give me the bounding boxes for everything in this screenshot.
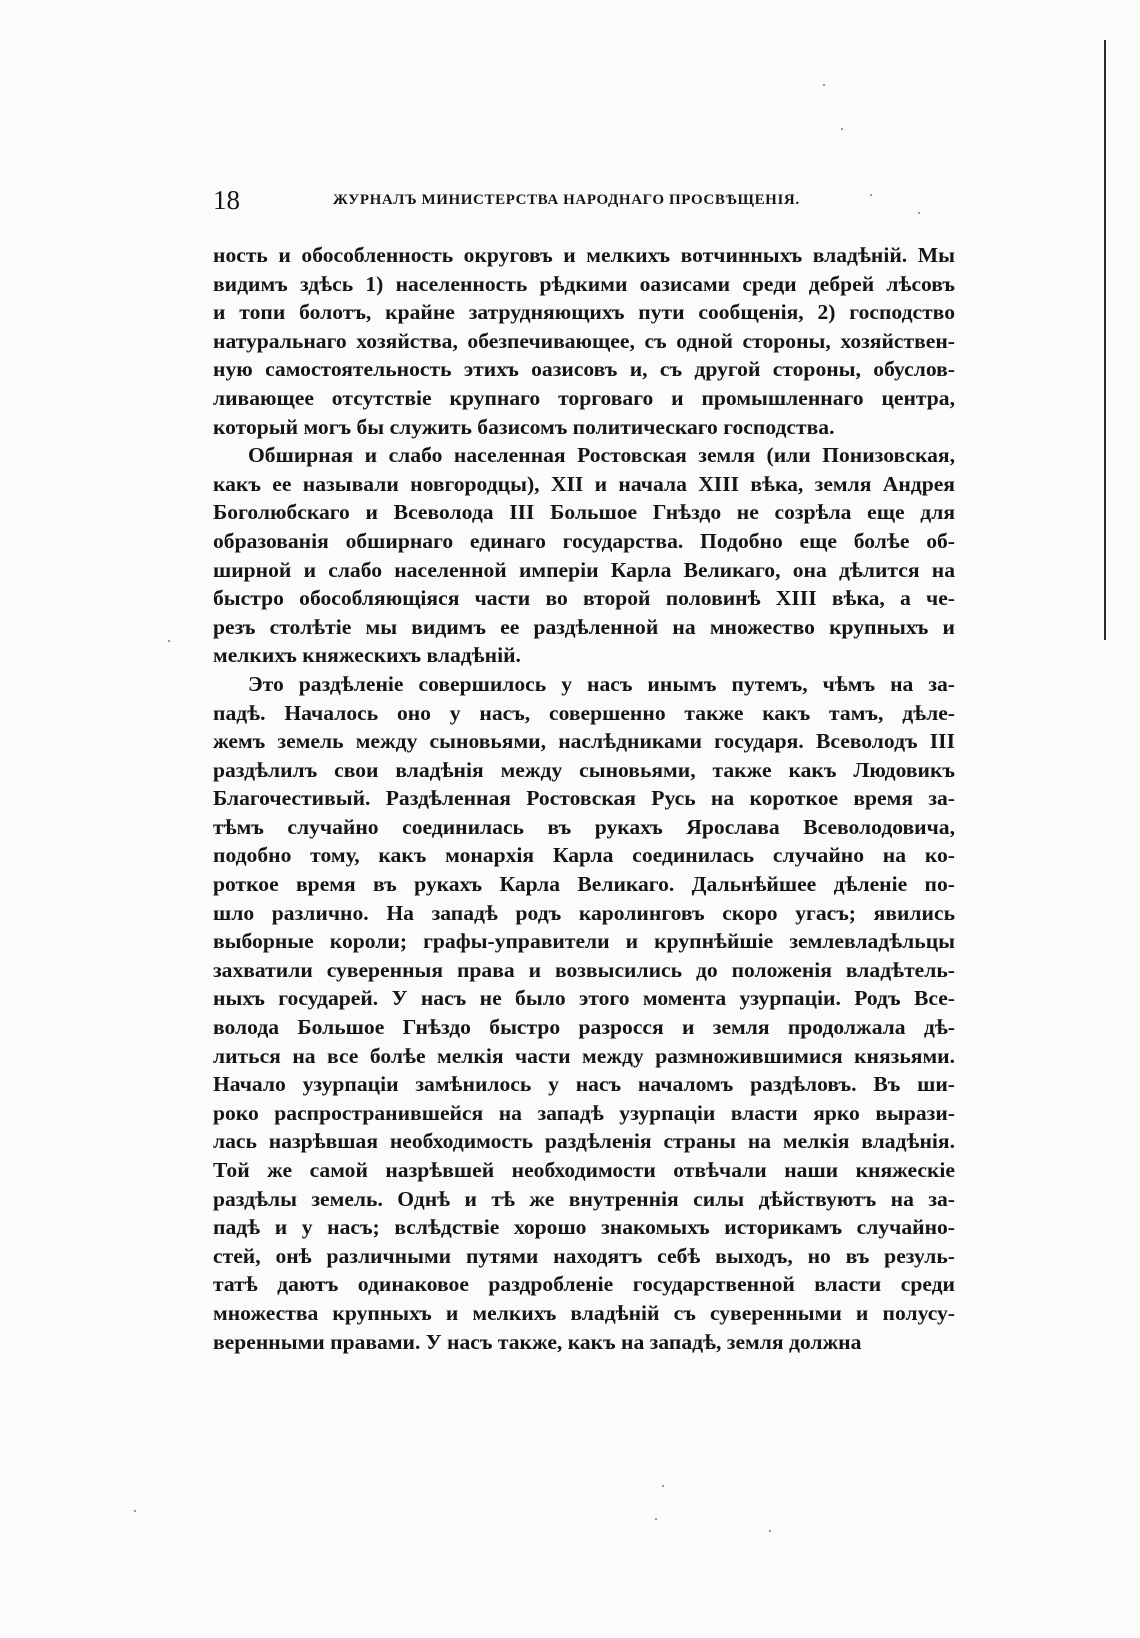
text-line: мелкихъ княжескихъ владѣній.	[213, 643, 521, 668]
text-line: Обширная и слабо населенная Ростовская земля (или Понизовская,	[248, 443, 955, 468]
scan-speck	[823, 84, 825, 86]
text-line: Это раздѣленіе совершилось у насъ инымъ путемъ, чѣмъ на за-	[248, 671, 955, 696]
text-line: ность и обособленность округовъ и мелкихъ вотчинныхъ владѣній. Мы	[213, 243, 955, 267]
text-line: тѣмъ случайно соединилась въ рукахъ Ярослава Всеволодовича,	[213, 814, 955, 839]
text-line: быстро обособляющіяся части во второй половинѣ XIII вѣка, а че-	[213, 586, 955, 611]
text-line: лась назрѣвшая необходимость раздѣленія страны на мелкія владѣнія.	[213, 1129, 955, 1154]
text-line: подобно тому, какъ монархія Карла соединилась случайно на ко-	[213, 843, 955, 868]
text-line: раздѣлы земель. Однѣ и тѣ же внутреннія силы дѣйствуютъ на за-	[213, 1186, 955, 1211]
text-line: видимъ здѣсь 1) населенность рѣдкими оазисами среди дебрей лѣсовъ	[213, 271, 955, 296]
paragraph	[213, 670, 955, 1356]
page-header	[213, 178, 955, 222]
body-text	[213, 241, 955, 1356]
text-line: раздѣлилъ свои владѣнія между сыновьями, также какъ Людовикъ	[213, 757, 955, 782]
text-line: какъ ее называли новгородцы), XII и начала XIII вѣка, земля Андрея	[213, 471, 955, 496]
scan-speck	[769, 1530, 771, 1532]
text-line: веренными правами. У насъ также, какъ на западѣ, земля должна	[213, 1329, 862, 1354]
text-line: множества крупныхъ и мелкихъ владѣній съ суверенными и полусу-	[213, 1300, 955, 1325]
text-line: натуральнаго хозяйства, обезпечивающее, съ одной стороны, хозяйствен-	[213, 328, 955, 353]
text-line: литься на все болѣе мелкія части между размножившимися князьями.	[213, 1043, 955, 1068]
text-line: роко распространившейся на западѣ узурпаціи власти ярко вырази-	[213, 1100, 955, 1125]
scan-speck	[168, 640, 170, 642]
scan-speck	[134, 1510, 136, 1512]
text-line: Той же самой назрѣвшей необходимости отвѣчали наши княжескіе	[213, 1158, 955, 1182]
text-line: Начало узурпаціи замѣнилось у насъ началомъ раздѣловъ. Въ ши-	[213, 1072, 955, 1097]
running-title: ЖУРНАЛЪ МИНИСТЕРСТВА НАРОДНАГО ПРОСВѢЩЕНІЯ.	[333, 192, 800, 208]
text-line: стей, онѣ различными путями находятъ себѣ выходъ, но въ резуль-	[213, 1243, 955, 1268]
text-line: захватили суверенныя права и возвысились до положенія владѣтель-	[213, 957, 955, 982]
text-line: ную самостоятельность этихъ оазисовъ и, съ другой стороны, обуслов-	[213, 357, 955, 382]
paragraph	[213, 441, 955, 670]
paragraph	[213, 241, 955, 441]
text-line: падѣ и у насъ; вслѣдствіе хорошо знакомыхъ историкамъ случайно-	[213, 1215, 955, 1240]
text-line: ныхъ государей. У насъ не было этого момента узурпаціи. Родъ Все-	[213, 986, 955, 1011]
page-edge-rule	[1104, 40, 1106, 640]
text-line: шло различно. На западѣ родъ каролинговъ скоро угасъ; явились	[213, 900, 955, 925]
scan-speck	[841, 128, 843, 130]
scan-speck	[655, 1518, 657, 1520]
text-line: падѣ. Началось оно у насъ, совершенно также какъ тамъ, дѣле-	[213, 700, 955, 725]
text-line: выборные короли; графы-управители и крупнѣйшіе землевладѣльцы	[213, 929, 955, 954]
text-line: волода Большое Гнѣздо быстро разросся и земля продолжала дѣ-	[213, 1015, 955, 1040]
text-line: ширной и слабо населенной имперіи Карла Великаго, она дѣлится на	[213, 557, 955, 582]
text-line: Благочестивый. Раздѣленная Ростовская Русь на короткое время за-	[213, 786, 955, 811]
text-line: резъ столѣтіе мы видимъ ее раздѣленной на множество крупныхъ и	[213, 614, 955, 639]
text-line: Боголюбскаго и Всеволода III Большое Гнѣздо не созрѣла еще для	[213, 500, 955, 525]
text-line: ливающее отсутствіе крупнаго торговаго и промышленнаго центра,	[213, 385, 955, 410]
text-line: жемъ земель между сыновьями, наслѣдниками государя. Всеволодъ III	[213, 729, 955, 754]
text-line: роткое время въ рукахъ Карла Великаго. Дальнѣйшее дѣленіе по-	[213, 872, 955, 897]
text-line: образованія обширнаго единаго государства. Подобно еще болѣе об-	[213, 528, 955, 553]
page-number: 18	[213, 185, 240, 215]
text-line: который могъ бы служить базисомъ политическаго господства.	[213, 414, 835, 439]
text-line: татѣ даютъ одинаковое раздробленіе государственной власти среди	[213, 1272, 955, 1297]
scan-speck	[662, 1485, 664, 1487]
text-line: и топи болотъ, крайне затрудняющихъ пути сообщенія, 2) господство	[213, 300, 955, 325]
